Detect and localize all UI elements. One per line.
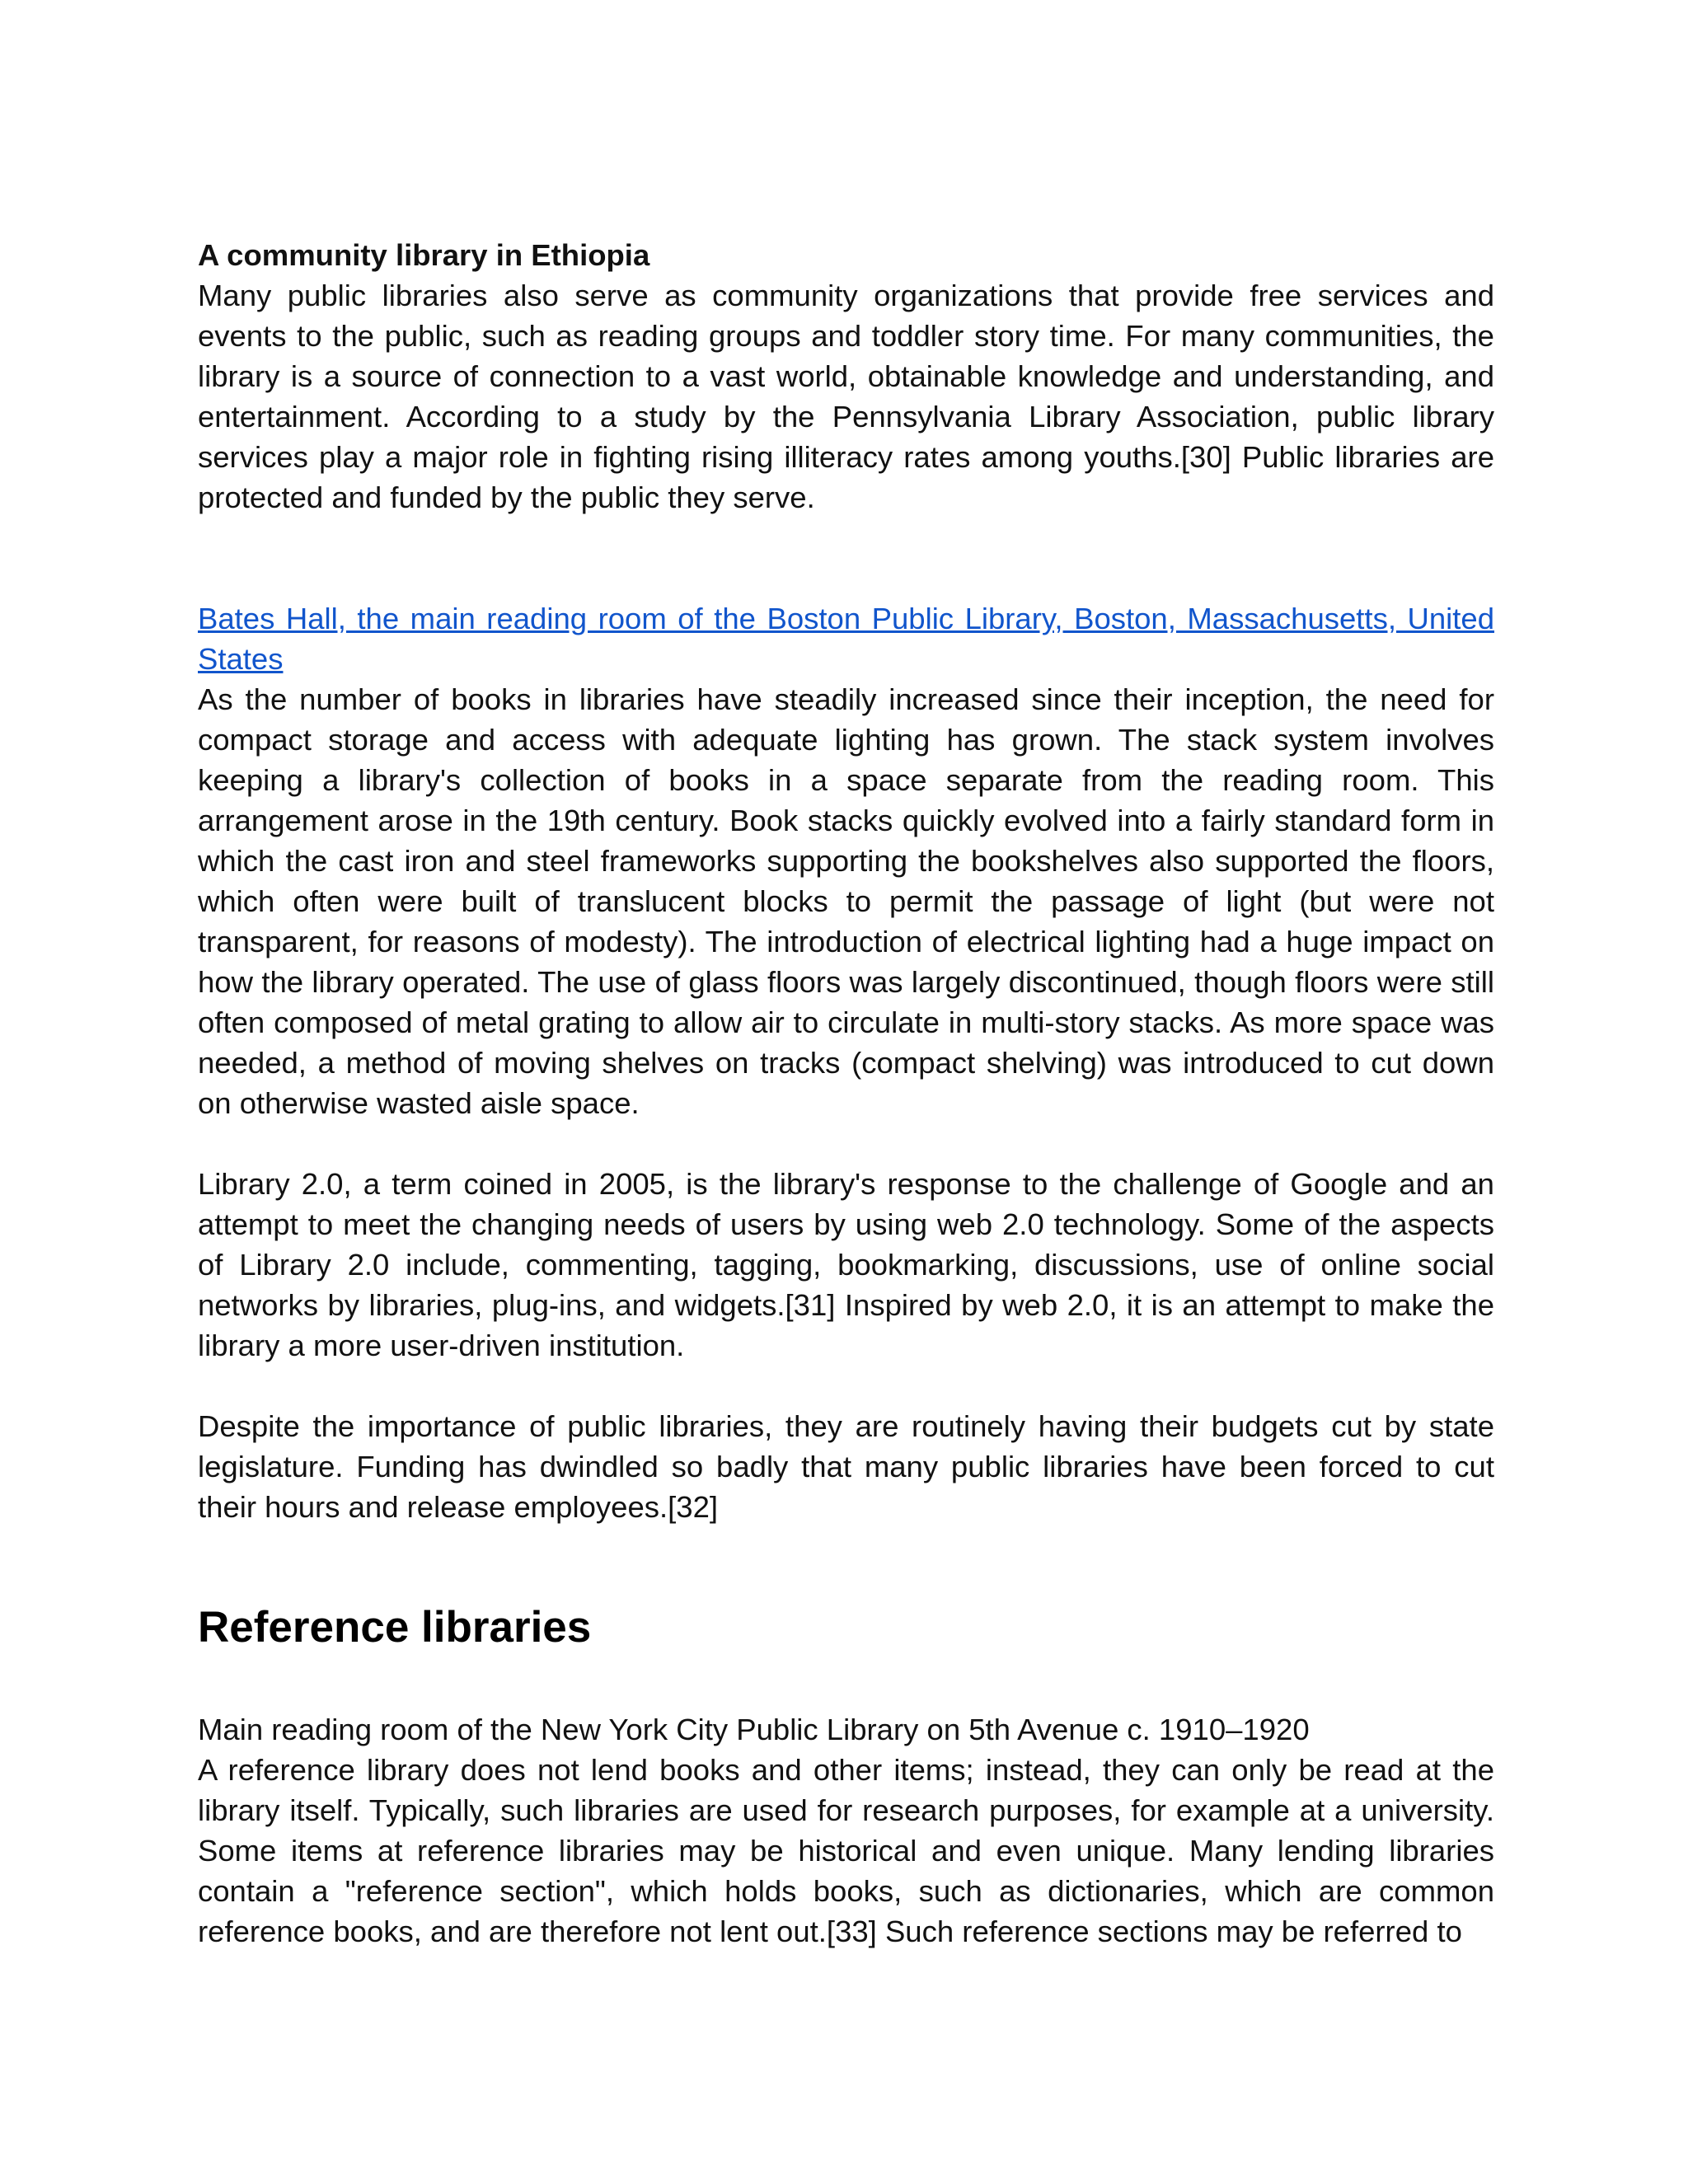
paragraph-reference-library: A reference library does not lend books and other items; instead, they can only be read at the library itself. Typically, such libraries are used for research purposes, for example at a university. Some items at reference libraries may be historical and even unique. Many lending libraries contain a "reference section", which holds books, such as dictionaries, which are common reference books, and are therefore not lent out.[33] Such reference sections may be referred to (198, 1753, 1494, 1948)
spacer (198, 1654, 1494, 1709)
spacer (198, 518, 1494, 598)
section-heading-reference-libraries: Reference libraries (198, 1603, 592, 1652)
image-caption-link-bates-hall[interactable]: Bates Hall, the main reading room of the Boston Public Library, Boston, Massachusetts, United States (198, 602, 1494, 676)
paragraph-stack-system: As the number of books in libraries have steadily increased since their inception, the need for compact storage and access with adequate lighting has grown. The stack system involves keeping a library's collection of books in a space separate from the reading room. This arrangement arose in the 19th century. Book stacks quickly evolved into a fairly standard form in which the cast iron and steel frameworks supporting the bookshelves also supported the floors, which often were built of translucent blocks to permit the passage of light (but were not transparent, for reasons of modesty). The introduction of electrical lighting had a huge impact on how the library operated. The use of glass floors was largely discontinued, though floors were still often composed of metal grating to allow air to circulate in multi-story stacks. As more space was needed, a method of moving shelves on tracks (compact shelving) was introduced to cut down on otherwise wasted aisle space. (198, 682, 1494, 1120)
image-caption-nypl: Main reading room of the New York City Public Library on 5th Avenue c. 1910–1920 (198, 1713, 1310, 1746)
spacer (198, 1123, 1494, 1164)
spacer (198, 1366, 1494, 1406)
spacer (198, 1527, 1494, 1601)
paragraph-budget-cuts: Despite the importance of public libraries, they are routinely having their budgets cut by state legislature. Funding has dwindled so badly that many public libraries have been forced to cut their hours and release employees.[32] (198, 1409, 1494, 1524)
image-caption-ethiopia: A community library in Ethiopia (198, 238, 650, 272)
paragraph-library-2-0: Library 2.0, a term coined in 2005, is the library's response to the challenge of Google and an attempt to meet the changing needs of users by using web 2.0 technology. Some of the aspects of Library 2.0 include, commenting, tagging, bookmarking, discussions, use of online social networks by libraries, plug-ins, and widgets.[31] Inspired by web 2.0, it is an attempt to make the library a more user-driven institution. (198, 1167, 1494, 1362)
paragraph-public-library-services: Many public libraries also serve as community organizations that provide free services and events to the public, such as reading groups and toddler story time. For many communities, the library is a source of connection to a vast world, obtainable knowledge and understanding, and entertainment. According to a study by the Pennsylvania Library Association, public library services play a major role in fighting rising illiteracy rates among youths.[30] Public libraries are protected and funded by the public they serve. (198, 279, 1494, 514)
document-page (198, 235, 1494, 1952)
